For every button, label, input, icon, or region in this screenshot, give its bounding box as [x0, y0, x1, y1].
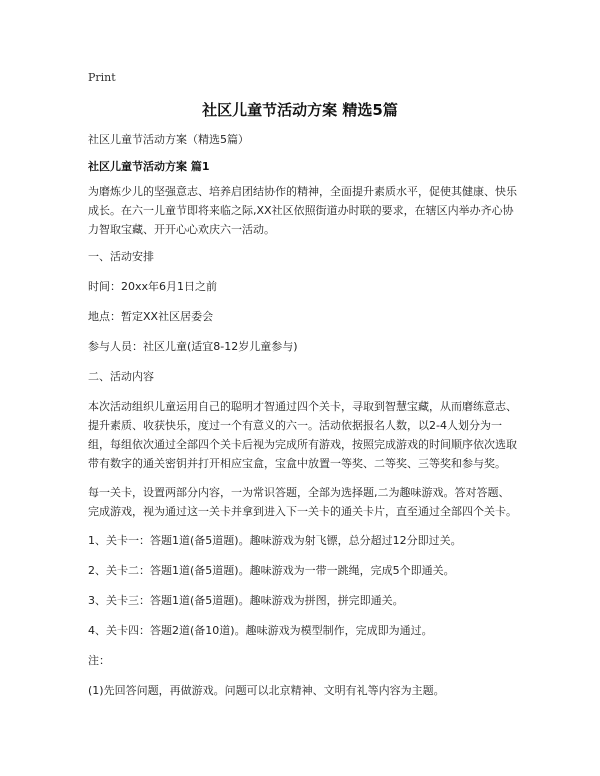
content-paragraph-2: 每一关卡，设置两部分内容，一为常识答题，全部为选择题,二为趣味游戏。答对答题、完成游戏，视为通过这一关卡并拿到进入下一关卡的通关卡片，直至通过全部四个关卡。 — [88, 486, 517, 518]
level-2-line: 2、关卡二：答题1道(备5道题)。趣味游戏为一带一跳绳，完成5个即通关。 — [88, 564, 455, 577]
document-body — [88, 130, 520, 711]
level-4-line: 4、关卡四：答题2道(备10道)。趣味游戏为模型制作，完成即为通过。 — [88, 624, 433, 637]
document-subtitle: 社区儿童节活动方案（精选5篇） — [88, 133, 249, 146]
part1-heading: 一、活动安排 — [88, 250, 154, 263]
place-line: 地点：暂定XX社区居委会 — [88, 310, 214, 323]
content-paragraph-1: 本次活动组织儿童运用自己的聪明才智通过四个关卡，寻取到智慧宝藏，从而磨练意志、提升素质、收获快乐，度过一个有意义的六一。活动依据报名人数，以2-4人划分为一组，每组依次通过全部四个关卡后视为完成所有游戏，按照完成游戏的时间顺序依次选取带有数字的通关密钥并打开相应宝盒，宝盒中放置一等奖、二等奖、三等奖和参与奖。 — [88, 400, 517, 470]
note-label: 注： — [88, 654, 110, 667]
document-title: 社区儿童节活动方案 精选5篇 — [202, 101, 398, 119]
intro-paragraph: 为磨炼少儿的坚强意志、培养启团结协作的精神，全面提升素质水平，促使其健康、快乐成长。在六一儿童节即将来临之际,XX社区依照街道办时联的要求，在辖区内举办齐心协力智取宝藏、开开心心欢庆六一活动。 — [88, 185, 517, 236]
level-1-line: 1、关卡一：答题1道(备5道题)。趣味游戏为射飞镖，总分超过12分即过关。 — [88, 534, 462, 547]
note-1-line: (1)先回答问题，再做游戏。问题可以北京精神、文明有礼等内容为主题。 — [88, 684, 445, 697]
time-line: 时间：20xx年6月1日之前 — [88, 280, 218, 293]
part2-heading: 二、活动内容 — [88, 370, 154, 383]
participants-line: 参与人员：社区儿童(适宜8-12岁儿童参与) — [88, 340, 298, 353]
level-3-line: 3、关卡三：答题1道(备5道题)。趣味游戏为拼图，拼完即通关。 — [88, 594, 404, 607]
print-link[interactable]: Print — [88, 71, 116, 84]
section-heading: 社区儿童节活动方案 篇1 — [88, 160, 210, 173]
